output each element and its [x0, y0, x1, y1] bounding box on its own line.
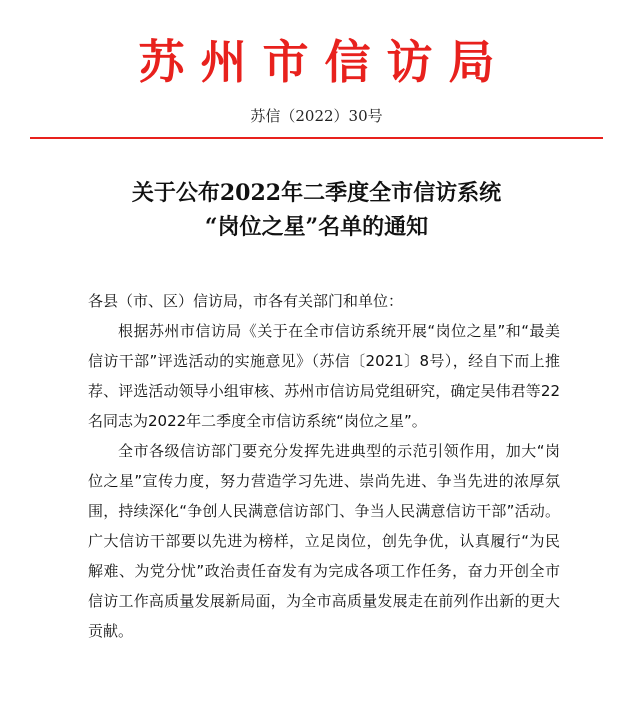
- red-divider-line: [30, 137, 603, 139]
- title-line-1: 关于公布2022年二季度全市信访系统: [131, 180, 502, 206]
- issuing-authority-header: 苏州市信访局: [138, 35, 511, 89]
- document-title: [0, 176, 633, 244]
- body-paragraph-2: 全市各级信访部门要充分发挥先进典型的示范引领作用，加大“岗位之星”宣传力度，努力营造学习先进、崇尚先进、争当先进的浓厚氛围，持续深化“争创人民满意信访部门、争当人民满意信访干部”活动。广大信访干部要以先进为榜样，立足岗位，创先争优，认真履行“为民解难、为党分忧”政治责任奋发有为完成各项工作任务，奋力开创全市信访工作高质量发展新局面，为全市高质量发展走在前列作出新的更大贡献。: [88, 442, 560, 640]
- body-paragraph-1: 根据苏州市信访局《关于在全市信访系统开展“岗位之星”和“最美信访干部”评选活动的实施意见》（苏信〔2021〕8号），经自下而上推荐、评选活动领导小组审核、苏州市信访局党组研究，确定吴伟君等22名同志为2022年二季度全市信访系统“岗位之星”。: [88, 322, 560, 430]
- salutation: 各县（市、区）信访局，市各有关部门和单位：: [88, 292, 404, 310]
- document-body: [88, 286, 560, 646]
- title-line-2: “岗位之星”名单的通知: [204, 214, 429, 240]
- document-number: 苏信（2022）30号: [250, 107, 383, 125]
